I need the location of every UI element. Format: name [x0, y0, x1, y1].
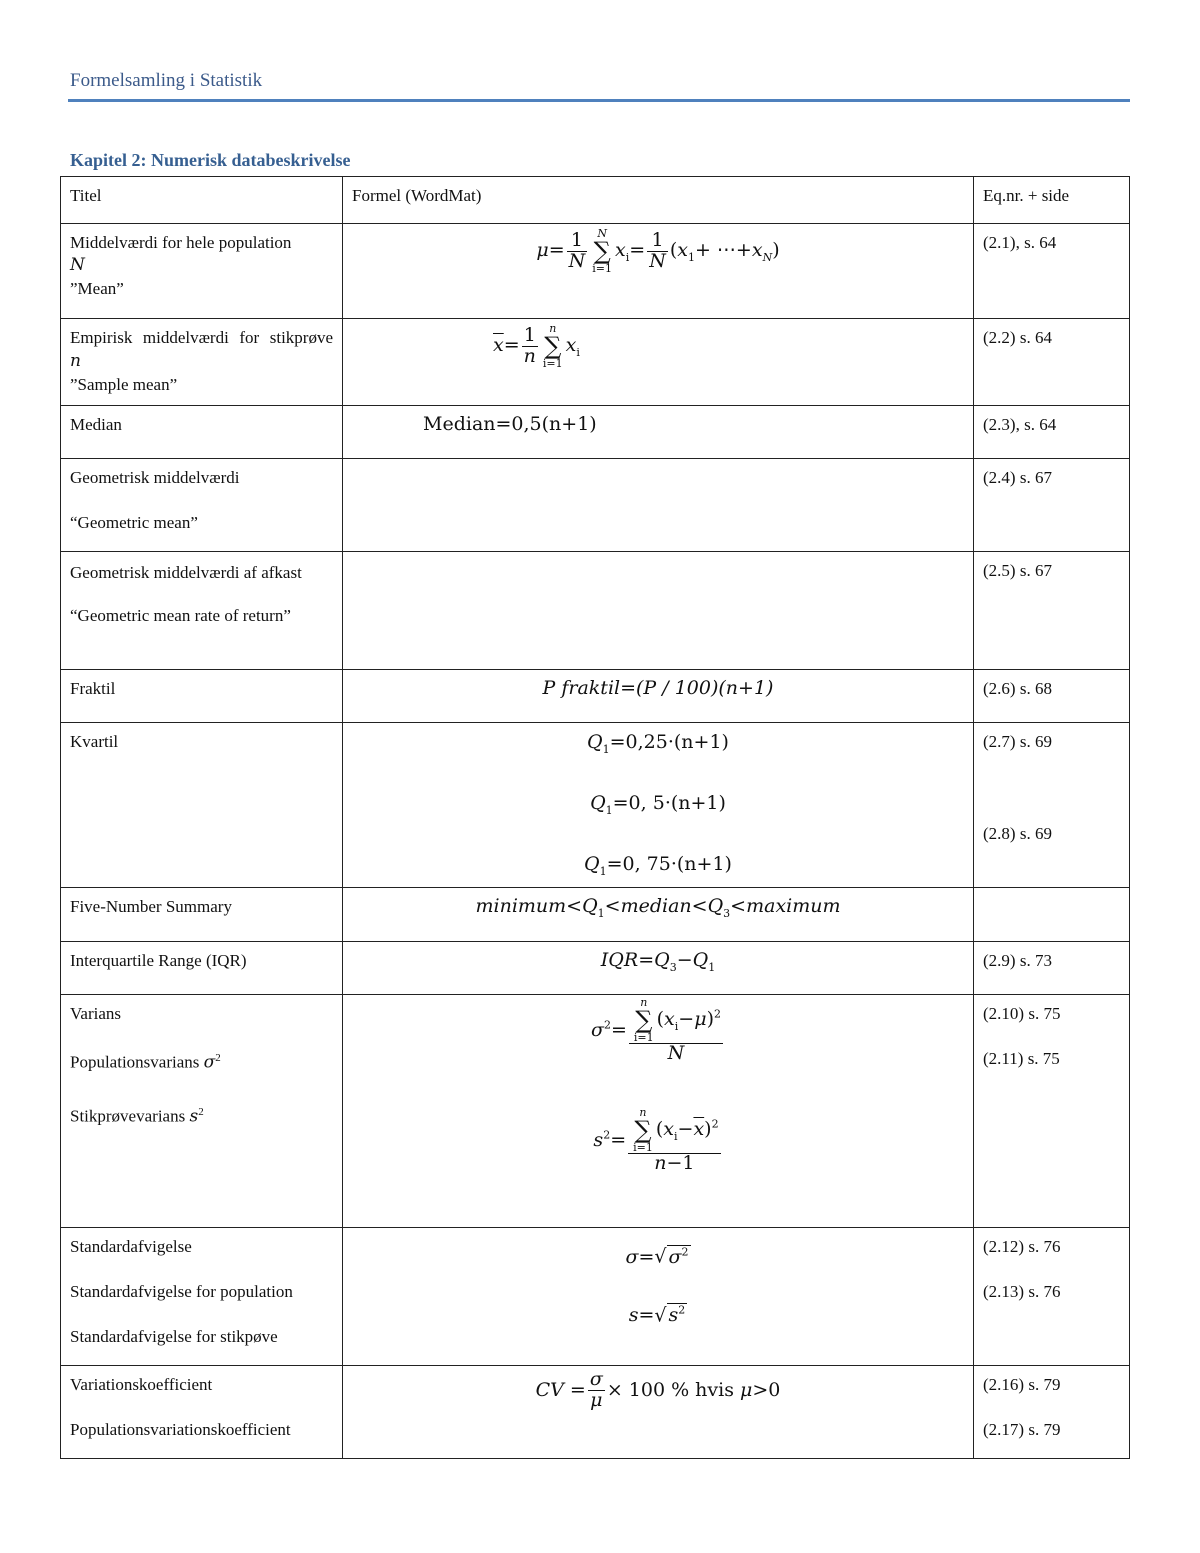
eq-ref: (2.8) s. 69 — [983, 824, 1052, 843]
row-title-line: Standardafvigelse — [70, 1237, 192, 1257]
eq-ref: (2.16) s. 79 — [983, 1375, 1061, 1395]
eq-ref: (2.11) s. 75 — [983, 1049, 1060, 1069]
row-title-line: ”Mean” — [70, 279, 124, 298]
formula-pop-variance: $\sigma^2=$ n ∑ i=1 $(x_i-\mu)^2$ N — [590, 996, 721, 1065]
row-title-cell — [61, 459, 343, 552]
header-title-cell: Titel — [61, 177, 343, 224]
formula-sample-sd: s=√ $s^2$ — [628, 1303, 686, 1327]
formula-sample-mean: $\overline{x}=$ $\frac{1}{n}$ n ∑ i=1 $x_i$ — [493, 322, 580, 370]
formula-median: Median=0,5(n+1) — [423, 413, 597, 435]
row-title-line: Middelværdi for hele population — [70, 233, 292, 252]
row-title-line: Populationsvariationskoefficient — [70, 1420, 291, 1440]
eq-ref: (2.17) s. 79 — [983, 1420, 1061, 1440]
eq-cell — [974, 552, 1130, 670]
formula-cell — [343, 1366, 974, 1459]
row-title-line: Kvartil — [70, 732, 119, 751]
row-title-cell — [61, 319, 343, 406]
row-title-line: “Geometric mean rate of return” — [70, 606, 291, 625]
row-title-cell — [61, 1366, 343, 1459]
formula-iqr: $IQR=Q_3-Q_1$ — [600, 949, 716, 975]
row-title-cell — [61, 995, 343, 1228]
eq-cell — [974, 319, 1130, 406]
eq-ref: (2.10) s. 75 — [983, 1004, 1061, 1024]
formula-population-mean: μ= $\frac{1}{N}$ N ∑ i=1 $x_i=$ $\frac{1}{N}$ ($x_1+$ $\cdots+x_N$) — [536, 227, 780, 275]
formula-cell — [343, 670, 974, 723]
formula-q3: =0, 75·(n+1) — [606, 852, 732, 875]
row-title-line: Empirisk middelværdi for stikprøve — [70, 328, 333, 347]
formula-five-number: $minimum<Q_1<median<Q_3<maximum$ — [475, 895, 841, 921]
table-row — [61, 942, 1130, 995]
eq-cell — [974, 995, 1130, 1228]
formula-q1-line: $Q_1=0,25\cdot(n+1)$ — [587, 731, 729, 756]
eq-cell — [974, 1366, 1130, 1459]
row-title-line: Stikprøvevarians $s^2$ — [70, 1106, 204, 1127]
eq-cell — [974, 723, 1130, 888]
eq-cell — [974, 1228, 1130, 1366]
table-row — [61, 670, 1130, 723]
row-title-cell — [61, 670, 343, 723]
row-title-line: “Geometric mean” — [70, 513, 198, 532]
table-row — [61, 723, 1130, 888]
formula-q2-line: $Q_1=0$, 5·(n+1) — [590, 791, 726, 817]
formula-cell — [343, 459, 974, 552]
eq-ref: (2.1), s. 64 — [983, 233, 1057, 252]
formula-table — [60, 176, 1130, 1459]
s-symbol: s — [189, 1106, 199, 1127]
row-title-line: Standardafvigelse for population — [70, 1282, 293, 1302]
formula-cell — [343, 224, 974, 319]
formula-q3-line: $Q_1=0$, 75·(n+1) — [584, 852, 732, 878]
eq-ref: (2.2) s. 64 — [983, 328, 1052, 347]
eq-cell — [974, 406, 1130, 459]
row-title-line: Median — [70, 415, 122, 434]
row-title-line: Variationskoefficient — [70, 1375, 213, 1395]
eq-ref: (2.9) s. 73 — [983, 951, 1052, 971]
row-title-line: Varians — [70, 1004, 121, 1024]
chapter-heading: Kapitel 2: Numerisk databeskrivelse — [70, 150, 351, 170]
row-title-cell — [61, 552, 343, 670]
row-title-symbol: n — [70, 351, 81, 371]
formula-cell — [343, 552, 974, 670]
eq-ref: (2.3), s. 64 — [983, 415, 1057, 434]
eq-ref: (2.4) s. 67 — [983, 468, 1052, 487]
table-row — [61, 406, 1130, 459]
table-row — [61, 224, 1130, 319]
row-title-cell — [61, 942, 343, 995]
header-rule — [68, 99, 1130, 102]
eq-cell — [974, 459, 1130, 552]
formula-q1: =0,25·(n+1) — [609, 731, 729, 753]
eq-cell — [974, 942, 1130, 995]
formula-cell — [343, 319, 974, 406]
row-title-line: Populationsvarians $\sigma^2$ — [70, 1052, 221, 1074]
running-header: Formelsamling i Statistik — [70, 70, 263, 91]
row-title-cell — [61, 224, 343, 319]
eq-cell — [974, 670, 1130, 723]
row-title-cell — [61, 406, 343, 459]
table-row — [61, 995, 1130, 1228]
formula-sample-variance: $s^2=$ n ∑ i=1 $(x_i-\overline{x})^2$ n−1 — [593, 1106, 719, 1175]
header-formula-cell: Formel (WordMat) — [343, 177, 974, 224]
row-title-symbol: N — [70, 255, 85, 275]
table-row — [61, 1366, 1130, 1459]
eq-ref: (2.5) s. 67 — [983, 561, 1052, 580]
formula-cell — [343, 1228, 974, 1366]
formula-cell — [343, 723, 974, 888]
formula-cell — [343, 995, 974, 1228]
formula-fraktil: P fraktil=(P / 100)(n+1) — [542, 677, 774, 699]
row-title-line: Fraktil — [70, 679, 116, 698]
table-row — [61, 888, 1130, 942]
eq-ref: (2.6) s. 68 — [983, 679, 1052, 698]
row-title-line: ”Sample mean” — [70, 375, 178, 394]
row-title-cell — [61, 888, 343, 942]
formula-cell — [343, 888, 974, 942]
formula-cell — [343, 942, 974, 995]
row-title-symbol-line — [70, 349, 333, 373]
formula-pop-sd: σ=√ $\sigma^2$ — [625, 1245, 689, 1268]
formula-cell — [343, 406, 974, 459]
formula-cv: CV = $\frac{\sigma}{\mu}$ × 100 % hvis μ>0 — [535, 1368, 781, 1412]
row-title-text: Populationsvarians — [70, 1053, 200, 1073]
row-title-line: Geometrisk middelværdi — [70, 468, 240, 487]
eq-ref: (2.13) s. 76 — [983, 1282, 1061, 1302]
formula-cv-text: × 100 % hvis — [606, 1378, 734, 1401]
table-row — [61, 552, 1130, 670]
table-row — [61, 1228, 1130, 1366]
sigma-symbol: σ — [203, 1053, 216, 1074]
row-title-line: Interquartile Range (IQR) — [70, 951, 247, 971]
eq-ref: (2.12) s. 76 — [983, 1237, 1061, 1257]
table-row — [61, 319, 1130, 406]
row-title-line: Five-Number Summary — [70, 897, 232, 917]
row-title-line: Standardafvigelse for stikpøve — [70, 1327, 278, 1347]
row-title-cell — [61, 1228, 343, 1366]
row-title-text: Stikprøvevarians — [70, 1106, 186, 1126]
header-eq-cell: Eq.nr. + side — [974, 177, 1130, 224]
row-title-cell — [61, 723, 343, 888]
eq-cell — [974, 224, 1130, 319]
row-title-line: Geometrisk middelværdi af afkast — [70, 563, 302, 582]
formula-q2: =0, 5·(n+1) — [612, 791, 726, 814]
table-row — [61, 459, 1130, 552]
eq-ref: (2.7) s. 69 — [983, 732, 1052, 751]
table-header-row — [61, 177, 1130, 224]
eq-cell — [974, 888, 1130, 942]
